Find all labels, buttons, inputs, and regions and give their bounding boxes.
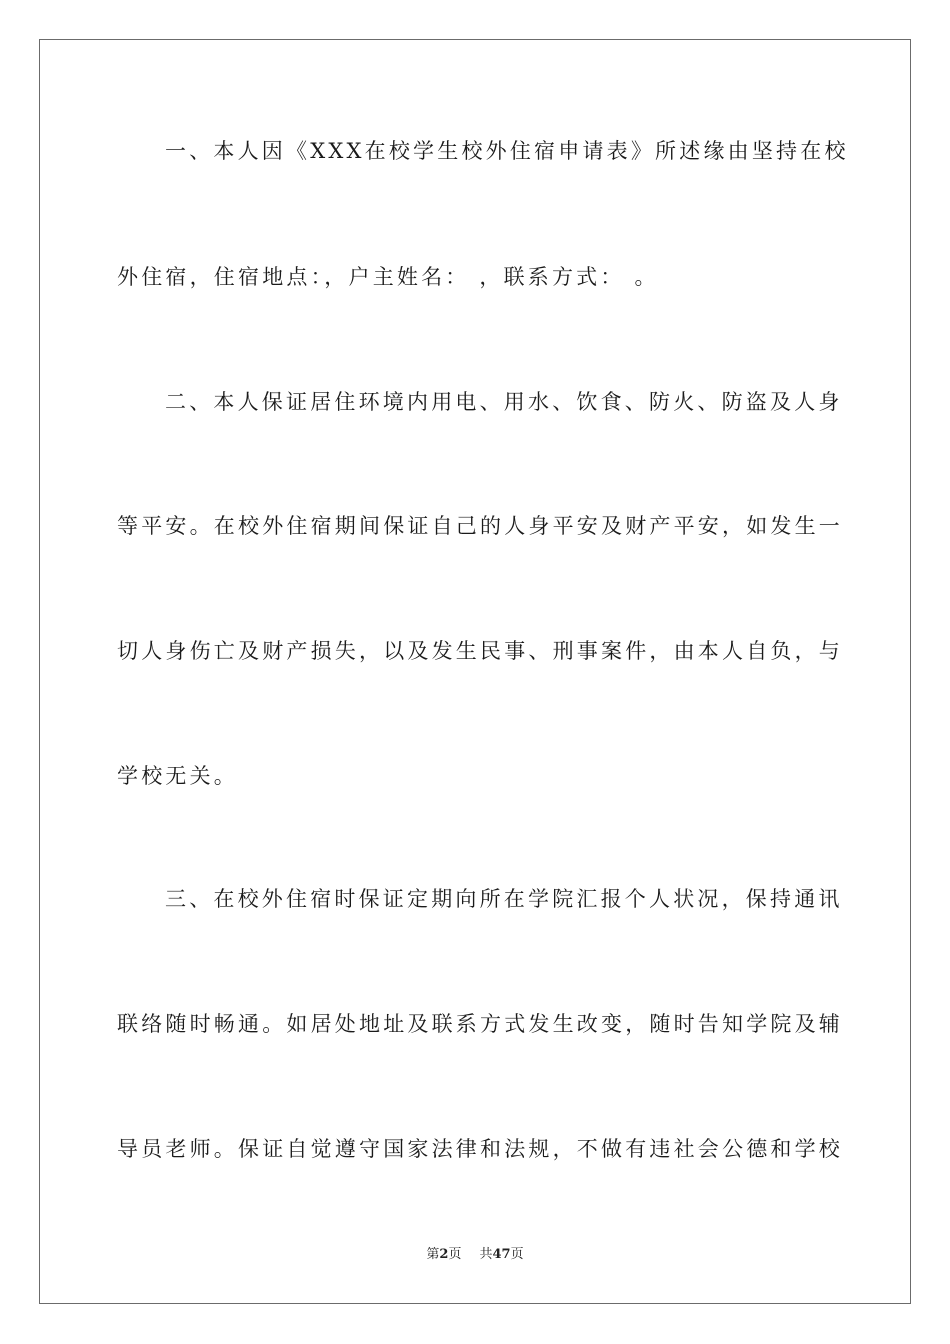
page-footer xyxy=(0,1246,950,1264)
paragraph-3-line-2: 联络随时畅通。如居处地址及联系方式发生改变，随时告知学院及辅 xyxy=(117,1012,843,1036)
paragraph-2-line-3: 切人身伤亡及财产损失，以及发生民事、刑事案件，由本人自负，与 xyxy=(117,639,843,663)
paragraph-1-line-2: 外住宿，住宿地点：，户主姓名： ，联系方式： 。 xyxy=(117,265,659,289)
page-border xyxy=(39,39,911,1304)
paragraph-3-line-1: 三、在校外住宿时保证定期向所在学院汇报个人状况，保持通讯 xyxy=(165,887,843,911)
footer-total-pages: 47 xyxy=(492,1247,511,1262)
paragraph-1-line-1: 一、本人因《XXX在校学生校外住宿申请表》所述缘由坚持在校 xyxy=(165,139,849,163)
paragraph-2-line-1: 二、本人保证居住环境内用电、用水、饮食、防火、防盗及人身 xyxy=(165,390,843,414)
paragraph-2-line-4: 学校无关。 xyxy=(117,764,238,788)
footer-page-suffix: 页 xyxy=(448,1247,462,1262)
footer-page-number: 2 xyxy=(439,1247,449,1262)
footer-total-prefix: 共 xyxy=(479,1247,493,1262)
paragraph-3-line-3: 导员老师。保证自觉遵守国家法律和法规，不做有违社会公德和学校 xyxy=(117,1137,843,1161)
footer-total-suffix: 页 xyxy=(510,1247,524,1262)
footer-page-prefix: 第 xyxy=(426,1247,440,1262)
paragraph-2-line-2: 等平安。在校外住宿期间保证自己的人身平安及财产平安，如发生一 xyxy=(117,514,843,538)
